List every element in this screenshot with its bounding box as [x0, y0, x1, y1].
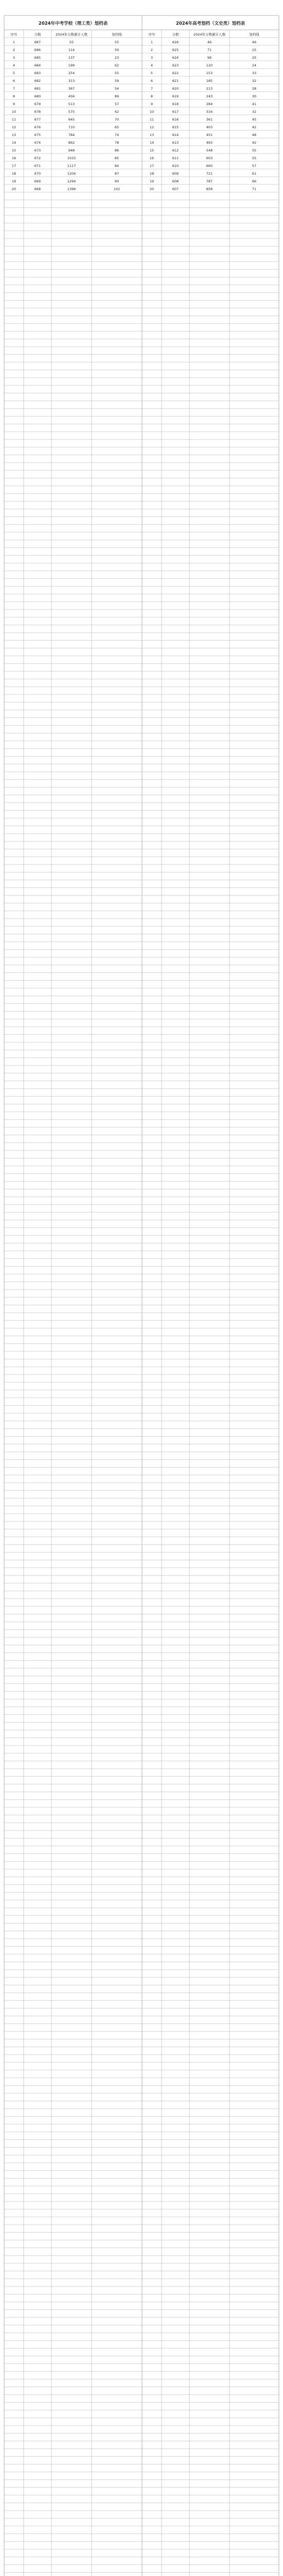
- right-table-cell: 66: [252, 179, 257, 183]
- right-table-cell: 858: [206, 187, 213, 191]
- left-table-cell: 675: [34, 133, 41, 137]
- right-table-cell: 613: [172, 141, 179, 145]
- left-table-cell: 1033: [67, 156, 76, 160]
- right-table-cell: 608: [172, 179, 179, 183]
- right-table-cell: 42: [252, 141, 257, 145]
- right-table-cell: 9: [150, 102, 153, 106]
- right-table-cell: 96: [207, 56, 212, 60]
- right-table-cell: 451: [206, 133, 213, 137]
- left-table-cell: 673: [34, 148, 41, 152]
- left-table-cell: 645: [68, 117, 75, 122]
- left-table-cell: 7: [12, 87, 15, 91]
- left-table-cell: 19: [11, 179, 16, 183]
- left-table-cell: 1117: [67, 164, 76, 168]
- right-table-cell: 621: [172, 79, 179, 83]
- right-table-cell: 19: [149, 179, 154, 183]
- left-table-cell: 57: [114, 102, 119, 106]
- right-table-cell: 617: [172, 110, 179, 114]
- right-table-cell: 25: [252, 56, 257, 60]
- left-column-header: 2024年分数累计人数: [55, 32, 88, 37]
- left-table-cell: 87: [114, 172, 119, 176]
- left-table-cell: 59: [114, 79, 119, 83]
- right-table-cell: 618: [172, 102, 179, 106]
- right-table-cell: 787: [206, 179, 213, 183]
- left-table-cell: 84: [114, 164, 119, 168]
- right-table-cell: 609: [172, 172, 179, 176]
- right-column-header: 划档线: [249, 32, 259, 37]
- right-table-cell: 185: [206, 79, 213, 83]
- right-table-cell: 1: [150, 40, 153, 44]
- right-table-cell: 5: [150, 71, 153, 75]
- right-table-cell: 153: [206, 71, 213, 75]
- left-table-cell: 456: [68, 94, 75, 98]
- right-table-cell: 2: [150, 48, 153, 52]
- right-table-cell: 46: [207, 40, 212, 44]
- left-table-cell: 62: [114, 63, 119, 67]
- left-table-cell: 55: [114, 40, 119, 44]
- right-table-cell: 4: [150, 63, 153, 67]
- left-table-cell: 6: [12, 79, 15, 83]
- left-table-cell: 85: [114, 156, 119, 160]
- left-table-cell: 1294: [67, 179, 76, 183]
- left-table-cell: 948: [68, 148, 75, 152]
- left-table-cell: 12: [11, 125, 16, 129]
- right-table-cell: 620: [172, 87, 179, 91]
- right-table-cell: 610: [172, 164, 179, 168]
- right-table-cell: 614: [172, 133, 179, 137]
- left-table-cell: 55: [114, 71, 119, 75]
- right-table-cell: 24: [252, 63, 257, 67]
- left-table-cell: 367: [68, 87, 75, 91]
- right-table-cell: 3: [150, 56, 153, 60]
- left-table-cell: 676: [34, 125, 41, 129]
- right-table-cell: 6: [150, 79, 153, 83]
- right-table-cell: 243: [206, 94, 213, 98]
- left-table-cell: 680: [34, 94, 41, 98]
- right-table-cell: 623: [172, 63, 179, 67]
- right-table-cell: 493: [206, 141, 213, 145]
- right-table-cell: 41: [252, 102, 257, 106]
- right-table-cell: 32: [252, 79, 257, 83]
- left-table-cell: 669: [34, 179, 41, 183]
- left-table-title: 2024年中考学校（理工类）划档表: [38, 21, 108, 26]
- left-table-cell: 14: [11, 141, 16, 145]
- left-table-cell: 684: [34, 63, 41, 67]
- left-table-cell: 15: [11, 148, 16, 152]
- right-table-cell: 71: [207, 48, 212, 52]
- left-table-cell: 137: [68, 56, 75, 60]
- left-table-cell: 11: [11, 117, 16, 122]
- right-table-cell: 25: [252, 48, 257, 52]
- right-table-cell: 603: [206, 156, 213, 160]
- left-table-cell: 23: [114, 56, 119, 60]
- right-table-cell: 7: [150, 87, 153, 91]
- right-column-header: 2024年分数累计人数: [193, 32, 226, 37]
- left-table-cell: 710: [68, 125, 75, 129]
- right-table-cell: 42: [252, 125, 257, 129]
- left-table-cell: 670: [34, 172, 41, 176]
- right-table-title: 2024年高考划档（文史类）划档表: [175, 21, 245, 26]
- left-table-cell: 575: [68, 110, 75, 114]
- left-table-cell: 16: [11, 156, 16, 160]
- left-table-cell: 513: [68, 102, 75, 106]
- right-table-cell: 15: [149, 148, 154, 152]
- right-table-cell: 48: [252, 133, 257, 137]
- right-table-cell: 616: [172, 117, 179, 122]
- left-table-cell: 20: [11, 187, 16, 191]
- right-table-cell: 721: [206, 172, 213, 176]
- left-table-cell: 1: [12, 40, 15, 44]
- left-table-cell: 10: [11, 110, 16, 114]
- left-table-cell: 682: [34, 79, 41, 83]
- left-column-header: 序号: [10, 32, 17, 37]
- right-table-cell: 33: [252, 71, 257, 75]
- left-table-cell: 3: [12, 56, 15, 60]
- right-table-cell: 17: [149, 164, 154, 168]
- left-table-cell: 65: [114, 125, 119, 129]
- right-table-cell: 403: [206, 125, 213, 129]
- right-table-cell: 660: [206, 164, 213, 168]
- left-table-cell: 55: [69, 40, 74, 44]
- left-table-cell: 671: [34, 164, 41, 168]
- right-table-cell: 12: [149, 125, 154, 129]
- right-table-cell: 611: [172, 156, 179, 160]
- left-table-cell: 18: [11, 172, 16, 176]
- right-table-cell: 18: [149, 172, 154, 176]
- left-table-cell: 102: [113, 187, 120, 191]
- right-table-cell: 30: [252, 94, 257, 98]
- left-table-cell: 4: [12, 63, 15, 67]
- right-table-cell: 361: [206, 117, 213, 122]
- left-table-cell: 254: [68, 71, 75, 75]
- left-table-cell: 679: [34, 102, 41, 106]
- left-table-cell: 90: [114, 179, 119, 183]
- left-table-cell: 86: [114, 148, 119, 152]
- right-table-cell: 548: [206, 148, 213, 152]
- right-table-cell: 55: [252, 148, 257, 152]
- left-table-cell: 686: [34, 48, 41, 52]
- left-table-cell: 114: [68, 48, 75, 52]
- left-table-cell: 687: [34, 40, 41, 44]
- right-table-cell: 46: [252, 40, 257, 44]
- right-table-cell: 45: [252, 117, 257, 122]
- right-table-cell: 57: [252, 164, 257, 168]
- left-table-cell: 5: [12, 71, 15, 75]
- left-table-cell: 70: [114, 117, 119, 122]
- right-table-cell: 11: [149, 117, 154, 122]
- right-table-cell: 607: [172, 187, 179, 191]
- right-table-cell: 612: [172, 148, 179, 152]
- left-table-cell: 683: [34, 71, 41, 75]
- left-table-cell: 1204: [67, 172, 76, 176]
- right-table-cell: 626: [172, 40, 179, 44]
- left-table-cell: 668: [34, 187, 41, 191]
- right-table-cell: 71: [252, 187, 257, 191]
- left-table-cell: 685: [34, 56, 41, 60]
- left-table-cell: 784: [68, 133, 75, 137]
- right-table-cell: 28: [252, 87, 257, 91]
- left-table-cell: 199: [68, 63, 75, 67]
- right-table-cell: 624: [172, 56, 179, 60]
- right-table-cell: 10: [149, 110, 154, 114]
- left-table-cell: 9: [12, 102, 15, 106]
- right-table-cell: 8: [150, 94, 153, 98]
- right-table-cell: 619: [172, 94, 179, 98]
- right-table-cell: 622: [172, 71, 179, 75]
- left-table-cell: 862: [68, 141, 75, 145]
- left-table-cell: 89: [114, 94, 119, 98]
- left-table-cell: 672: [34, 156, 41, 160]
- left-table-cell: 62: [114, 110, 119, 114]
- right-column-header: 序号: [148, 32, 155, 37]
- right-table-cell: 213: [206, 87, 213, 91]
- right-table-cell: 55: [252, 156, 257, 160]
- left-table-cell: 74: [114, 133, 119, 137]
- right-table-cell: 625: [172, 48, 179, 52]
- right-table-cell: 20: [149, 187, 154, 191]
- right-table-cell: 14: [149, 141, 154, 145]
- left-table-cell: 78: [114, 141, 119, 145]
- left-table-cell: 59: [114, 48, 119, 52]
- right-table-cell: 16: [149, 156, 154, 160]
- right-table-cell: 120: [206, 63, 213, 67]
- right-table-cell: 13: [149, 133, 154, 137]
- left-table-cell: 681: [34, 87, 41, 91]
- left-table-cell: 2: [12, 48, 15, 52]
- left-table-cell: 674: [34, 141, 41, 145]
- right-table-cell: 615: [172, 125, 179, 129]
- left-table-cell: 8: [12, 94, 15, 98]
- left-column-header: 分数: [34, 32, 41, 37]
- left-table-cell: 1396: [67, 187, 76, 191]
- left-table-cell: 54: [114, 87, 119, 91]
- right-table-cell: 61: [252, 172, 257, 176]
- left-table-cell: 17: [11, 164, 16, 168]
- left-table-cell: 313: [68, 79, 75, 83]
- left-table-cell: 677: [34, 117, 41, 122]
- left-column-header: 划档线: [112, 32, 122, 37]
- right-table-cell: 284: [206, 102, 213, 106]
- right-column-header: 分数: [172, 32, 179, 37]
- right-table-cell: 32: [252, 110, 257, 114]
- left-table-cell: 13: [11, 133, 16, 137]
- left-table-cell: 678: [34, 110, 41, 114]
- right-table-cell: 316: [206, 110, 213, 114]
